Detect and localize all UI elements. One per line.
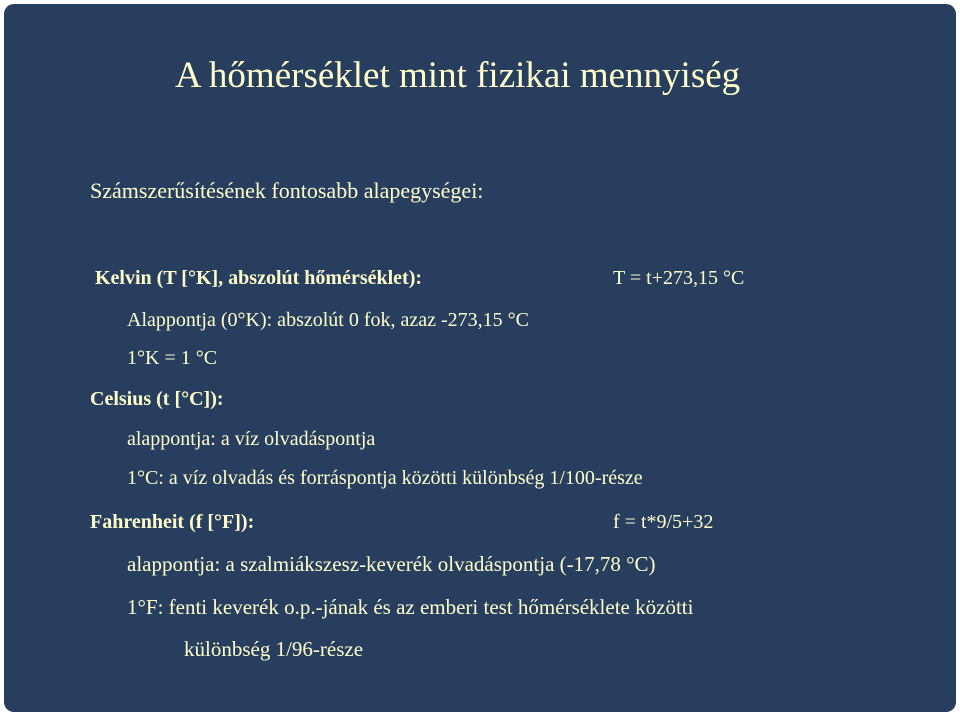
celsius-zero-point: alappontja: a víz olvadáspontja xyxy=(127,428,376,450)
fahrenheit-unit-line-1: 1°F: fenti keverék o.p.-jának és az emberi test hőmérséklete közötti xyxy=(127,595,694,619)
celsius-heading: Celsius (t [°C]): xyxy=(90,388,224,410)
slide-title: A hőmérséklet mint fizikai mennyiség xyxy=(175,55,741,96)
fahrenheit-unit-line-2: különbség 1/96-része xyxy=(184,637,364,661)
kelvin-unit: 1°K = 1 °C xyxy=(127,347,218,369)
kelvin-formula: T = t+273,15 °C xyxy=(613,267,745,289)
kelvin-zero-point: Alappontja (0°K): abszolút 0 fok, azaz -273,15 °C xyxy=(127,309,530,331)
celsius-unit: 1°C: a víz olvadás és forráspontja közötti különbség 1/100-része xyxy=(127,467,643,489)
kelvin-heading: Kelvin (T [°K], abszolút hőmérséklet): xyxy=(95,267,423,289)
fahrenheit-zero-point: alappontja: a szalmiákszesz-keverék olvadáspontja (-17,78 °C) xyxy=(127,552,656,576)
slide-background xyxy=(4,4,956,712)
slide-subtitle: Számszerűsítésének fontosabb alapegységei: xyxy=(90,178,484,203)
fahrenheit-heading: Fahrenheit (f [°F]): xyxy=(90,511,255,533)
fahrenheit-formula: f = t*9/5+32 xyxy=(613,511,714,533)
